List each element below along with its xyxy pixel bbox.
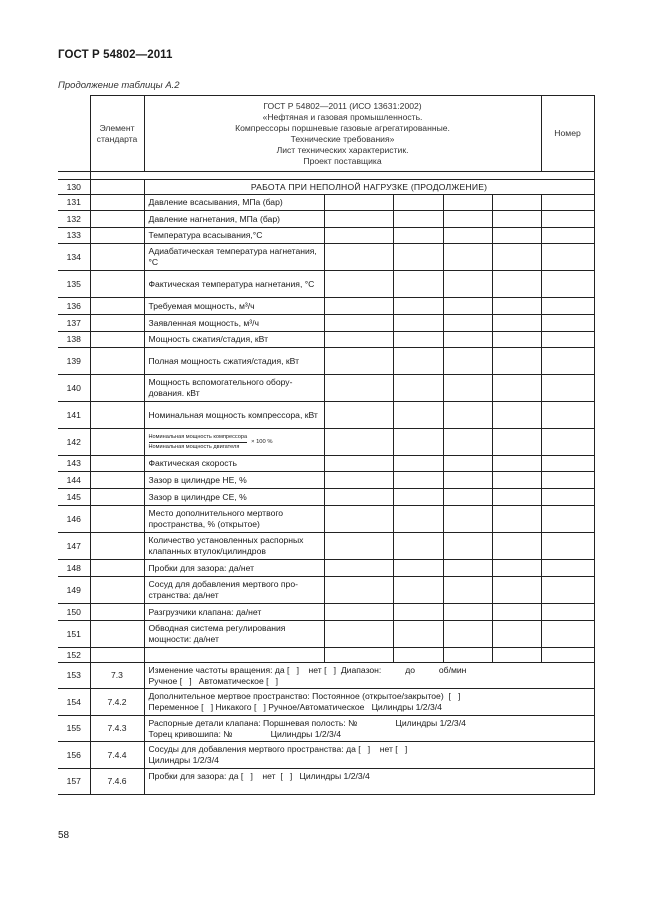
value-cell[interactable] — [541, 506, 594, 533]
row-number: 136 — [58, 298, 90, 315]
element-cell — [90, 560, 144, 577]
value-cell[interactable] — [324, 648, 393, 663]
option-line: Торец кривошипа: № Цилиндры 1/2/3/4 — [148, 729, 341, 739]
table-row — [58, 648, 594, 663]
value-cell[interactable] — [324, 332, 393, 348]
element-cell — [90, 489, 144, 506]
row-number: 152 — [58, 648, 90, 663]
value-cell[interactable] — [443, 348, 492, 375]
value-cell[interactable] — [443, 577, 492, 604]
table-row — [58, 429, 594, 456]
row-number: 146 — [58, 506, 90, 533]
element-cell — [90, 456, 144, 472]
parameter-name: Сосуд для добавления мертвого про-странства: да/нет — [144, 577, 324, 604]
table-row — [58, 402, 594, 429]
value-cell[interactable] — [393, 533, 443, 560]
table-row — [58, 533, 594, 560]
row-number: 130 — [58, 180, 90, 195]
table-row — [58, 769, 594, 795]
value-cell[interactable] — [443, 533, 492, 560]
row-number: 134 — [58, 244, 90, 271]
value-cell[interactable] — [393, 375, 443, 402]
standard-element: 7.3 — [90, 663, 144, 689]
standard-element: 7.4.2 — [90, 689, 144, 716]
formula-multiplier: × 100 % — [251, 438, 273, 445]
title-line: Технические требования» — [290, 133, 395, 144]
value-cell[interactable] — [541, 244, 594, 271]
value-cell[interactable] — [492, 211, 541, 228]
value-cell[interactable] — [492, 472, 541, 489]
table-continuation-caption: Продолжение таблицы А.2 — [58, 80, 180, 91]
table-row — [58, 228, 594, 244]
value-cell[interactable] — [492, 489, 541, 506]
option-line: Сосуды для добавления мертвого пространства: да [ ] нет [ ] — [148, 744, 408, 754]
value-cell[interactable] — [393, 560, 443, 577]
formula-numerator: Номинальная мощность компрессора — [149, 434, 248, 443]
row-number: 137 — [58, 315, 90, 332]
value-cell[interactable] — [393, 429, 443, 456]
option-line: Ручное [ ] Автоматическое [ ] — [148, 676, 279, 686]
option-line: Дополнительное мертвое пространство: Постоянное (открытое/закрытое) [ ] — [148, 691, 461, 701]
element-cell — [90, 472, 144, 489]
value-cell[interactable] — [492, 332, 541, 348]
specification-table — [58, 95, 595, 795]
value-cell[interactable] — [443, 456, 492, 472]
formula-denominator: Номинальная мощность двигателя — [148, 443, 240, 450]
value-cell[interactable] — [443, 506, 492, 533]
parameter-name: Требуемая мощность, м³/ч — [144, 298, 324, 315]
table-row — [58, 211, 594, 228]
parameter-name: Обводная система регулирования мощности: да/нет — [144, 621, 324, 648]
header-gap — [58, 172, 594, 180]
title-line: Проект поставщика — [303, 155, 382, 166]
parameter-name: Зазор в цилиндре НЕ, % — [144, 472, 324, 489]
table-row — [58, 375, 594, 402]
value-cell[interactable] — [393, 648, 443, 663]
value-cell[interactable] — [324, 315, 393, 332]
row-number: 148 — [58, 560, 90, 577]
table-row — [58, 332, 594, 348]
parameter-name: Давление нагнетания, МПа (бар) — [144, 211, 324, 228]
value-cell[interactable] — [393, 604, 443, 621]
value-cell[interactable] — [443, 472, 492, 489]
row-number: 154 — [58, 689, 90, 716]
table-row — [58, 663, 594, 689]
value-cell[interactable] — [443, 315, 492, 332]
value-cell[interactable] — [324, 489, 393, 506]
element-cell — [90, 228, 144, 244]
row-number: 155 — [58, 716, 90, 742]
option-line: Распорные детали клапана: Поршневая полость: № Цилиндры 1/2/3/4 — [148, 718, 466, 728]
value-cell[interactable] — [443, 489, 492, 506]
row-number: 157 — [58, 769, 90, 795]
row-number: 149 — [58, 577, 90, 604]
parameter-name: Полная мощность сжатия/стадия, кВт — [144, 348, 324, 375]
value-cell[interactable] — [492, 648, 541, 663]
value-cell[interactable] — [393, 244, 443, 271]
value-cell[interactable] — [324, 211, 393, 228]
value-cell[interactable] — [541, 195, 594, 211]
value-cell[interactable] — [443, 604, 492, 621]
value-cell[interactable] — [393, 315, 443, 332]
table-row — [58, 271, 594, 298]
value-cell[interactable] — [393, 211, 443, 228]
parameter-name: Температура всасывания,°С — [144, 228, 324, 244]
table-row — [58, 621, 594, 648]
element-cell — [90, 211, 144, 228]
value-cell[interactable] — [324, 228, 393, 244]
table-row — [58, 506, 594, 533]
value-cell[interactable] — [541, 489, 594, 506]
element-cell — [90, 244, 144, 271]
standard-element: 7.4.3 — [90, 716, 144, 742]
value-cell[interactable] — [443, 560, 492, 577]
row-number: 141 — [58, 402, 90, 429]
option-line: Цилиндры 1/2/3/4 — [148, 755, 219, 765]
table-row — [58, 195, 594, 211]
value-cell[interactable] — [541, 315, 594, 332]
table-row — [58, 560, 594, 577]
row-number: 156 — [58, 742, 90, 769]
value-cell[interactable] — [324, 577, 393, 604]
value-cell[interactable] — [324, 375, 393, 402]
table-row — [58, 348, 594, 375]
element-column-header: Элемент стандарта — [90, 96, 144, 172]
value-cell[interactable] — [393, 621, 443, 648]
value-cell[interactable] — [443, 402, 492, 429]
value-cell[interactable] — [443, 228, 492, 244]
value-cell[interactable] — [541, 228, 594, 244]
parameter-name: Количество установленных распорных клапанных втулок/цилиндров — [144, 533, 324, 560]
value-cell[interactable] — [541, 604, 594, 621]
value-cell[interactable] — [541, 456, 594, 472]
option-description — [144, 742, 594, 769]
parameter-name: Номинальная мощность компрессора, кВт — [144, 402, 324, 429]
value-cell[interactable] — [443, 429, 492, 456]
value-cell[interactable] — [492, 533, 541, 560]
row-number: 150 — [58, 604, 90, 621]
parameter-name: Мощность вспомогательного обору-дования. кВт — [144, 375, 324, 402]
element-cell — [90, 621, 144, 648]
value-cell[interactable] — [393, 332, 443, 348]
value-cell[interactable] — [443, 211, 492, 228]
value-cell[interactable] — [324, 472, 393, 489]
value-cell[interactable] — [324, 533, 393, 560]
value-cell[interactable] — [443, 621, 492, 648]
value-cell[interactable] — [492, 604, 541, 621]
value-cell[interactable] — [492, 560, 541, 577]
row-number: 144 — [58, 472, 90, 489]
value-cell[interactable] — [492, 298, 541, 315]
value-cell[interactable] — [324, 195, 393, 211]
row-number: 135 — [58, 271, 90, 298]
element-cell — [90, 195, 144, 211]
row-number: 143 — [58, 456, 90, 472]
parameter-name — [144, 429, 324, 456]
element-cell — [90, 375, 144, 402]
value-cell[interactable] — [492, 456, 541, 472]
value-cell[interactable] — [443, 195, 492, 211]
element-cell — [90, 533, 144, 560]
option-line: Пробки для зазора: да [ ] нет [ ] Цилиндры 1/2/3/4 — [148, 771, 370, 781]
element-cell — [90, 348, 144, 375]
element-cell — [90, 577, 144, 604]
title-line: ГОСТ Р 54802—2011 (ИСО 13631:2002) — [263, 100, 422, 111]
parameter-name: Разгрузчики клапана: да/нет — [144, 604, 324, 621]
value-cell[interactable] — [443, 271, 492, 298]
value-cell[interactable] — [541, 375, 594, 402]
table-row — [58, 689, 594, 716]
value-cell[interactable] — [541, 621, 594, 648]
value-cell[interactable] — [541, 533, 594, 560]
table-row — [58, 716, 594, 742]
value-cell[interactable] — [541, 429, 594, 456]
row-number: 147 — [58, 533, 90, 560]
value-cell[interactable] — [443, 332, 492, 348]
value-cell[interactable] — [324, 429, 393, 456]
parameter-name: Адиабатическая температура нагнетания, °С — [144, 244, 324, 271]
value-cell[interactable] — [393, 228, 443, 244]
value-cell[interactable] — [443, 375, 492, 402]
row-number: 140 — [58, 375, 90, 402]
parameter-name: Фактическая скорость — [144, 456, 324, 472]
row-number: 151 — [58, 621, 90, 648]
value-cell[interactable] — [541, 298, 594, 315]
value-cell[interactable] — [492, 228, 541, 244]
value-cell[interactable] — [324, 348, 393, 375]
value-cell[interactable] — [492, 244, 541, 271]
value-cell[interactable] — [393, 456, 443, 472]
table-row — [58, 577, 594, 604]
value-cell[interactable] — [393, 489, 443, 506]
value-cell[interactable] — [541, 402, 594, 429]
parameter-name: Зазор в цилиндре СЕ, % — [144, 489, 324, 506]
value-cell[interactable] — [492, 621, 541, 648]
element-cell — [90, 332, 144, 348]
document-code: ГОСТ Р 54802—2011 — [58, 49, 173, 61]
option-description — [144, 716, 594, 742]
row-number: 138 — [58, 332, 90, 348]
table-header-row — [58, 96, 594, 172]
value-cell[interactable] — [393, 577, 443, 604]
parameter-name: Мощность сжатия/стадия, кВт — [144, 332, 324, 348]
option-description — [144, 769, 594, 795]
value-cell[interactable] — [541, 472, 594, 489]
element-cell — [90, 402, 144, 429]
value-cell[interactable] — [324, 402, 393, 429]
element-cell — [90, 604, 144, 621]
element-cell — [90, 648, 144, 663]
value-cell[interactable] — [492, 506, 541, 533]
value-cell[interactable] — [541, 648, 594, 663]
parameter-name: Пробки для зазора: да/нет — [144, 560, 324, 577]
value-cell[interactable] — [541, 211, 594, 228]
value-cell[interactable] — [393, 472, 443, 489]
value-cell[interactable] — [443, 244, 492, 271]
parameter-name — [144, 648, 324, 663]
standard-element: 7.4.6 — [90, 769, 144, 795]
table-row — [58, 604, 594, 621]
section-title: РАБОТА ПРИ НЕПОЛНОЙ НАГРУЗКЕ (ПРОДОЛЖЕНИЕ) — [144, 180, 594, 195]
table-row — [58, 456, 594, 472]
value-cell[interactable] — [492, 429, 541, 456]
parameter-name: Давление всасывания, МПа (бар) — [144, 195, 324, 211]
value-cell[interactable] — [443, 298, 492, 315]
datasheet-title — [144, 96, 541, 172]
table-row — [58, 489, 594, 506]
table-row — [58, 472, 594, 489]
option-line: Переменное [ ] Никакого [ ] Ручное/Автоматическое Цилиндры 1/2/3/4 — [148, 702, 442, 712]
row-number: 132 — [58, 211, 90, 228]
value-cell[interactable] — [324, 621, 393, 648]
table-row — [58, 315, 594, 332]
value-cell[interactable] — [541, 348, 594, 375]
value-cell[interactable] — [492, 195, 541, 211]
value-cell[interactable] — [541, 271, 594, 298]
value-cell[interactable] — [324, 244, 393, 271]
section-row — [58, 180, 594, 195]
value-cell[interactable] — [541, 560, 594, 577]
title-line: Компрессоры поршневые газовые агрегатированные. — [235, 122, 450, 133]
value-cell[interactable] — [492, 402, 541, 429]
row-number: 142 — [58, 429, 90, 456]
element-cell — [90, 315, 144, 332]
value-cell[interactable] — [541, 332, 594, 348]
value-cell[interactable] — [324, 506, 393, 533]
value-cell[interactable] — [492, 577, 541, 604]
value-cell[interactable] — [541, 577, 594, 604]
row-number: 153 — [58, 663, 90, 689]
table-row — [58, 244, 594, 271]
value-cell[interactable] — [393, 271, 443, 298]
number-column-header: Номер — [541, 96, 594, 172]
value-cell[interactable] — [393, 348, 443, 375]
value-cell[interactable] — [492, 375, 541, 402]
title-line: «Нефтяная и газовая промышленность. — [262, 111, 423, 122]
row-number: 131 — [58, 195, 90, 211]
parameter-name: Фактическая температура нагнетания, °С — [144, 271, 324, 298]
element-cell — [90, 298, 144, 315]
value-cell[interactable] — [492, 271, 541, 298]
parameter-name: Место дополнительного мертвого пространства, % (открытое) — [144, 506, 324, 533]
option-description — [144, 663, 594, 689]
value-cell[interactable] — [492, 315, 541, 332]
standard-element: 7.4.4 — [90, 742, 144, 769]
element-cell — [90, 429, 144, 456]
row-number: 133 — [58, 228, 90, 244]
row-number: 139 — [58, 348, 90, 375]
option-description — [144, 689, 594, 716]
option-line: Изменение частоты вращения: да [ ] нет [ ] Диапазон: до об/мин — [148, 665, 467, 675]
value-cell[interactable] — [393, 506, 443, 533]
row-number: 145 — [58, 489, 90, 506]
element-cell — [90, 271, 144, 298]
parameter-name: Заявленная мощность, м³/ч — [144, 315, 324, 332]
value-cell[interactable] — [324, 560, 393, 577]
page-number: 58 — [58, 830, 70, 841]
value-cell[interactable] — [393, 298, 443, 315]
element-cell — [90, 506, 144, 533]
value-cell[interactable] — [443, 648, 492, 663]
value-cell[interactable] — [492, 348, 541, 375]
value-cell[interactable] — [324, 604, 393, 621]
value-cell[interactable] — [324, 298, 393, 315]
table-row — [58, 742, 594, 769]
ratio-formula — [149, 434, 321, 451]
value-cell[interactable] — [324, 271, 393, 298]
value-cell[interactable] — [393, 195, 443, 211]
value-cell[interactable] — [324, 456, 393, 472]
table-row — [58, 298, 594, 315]
value-cell[interactable] — [393, 402, 443, 429]
title-line: Лист технических характеристик. — [276, 144, 409, 155]
